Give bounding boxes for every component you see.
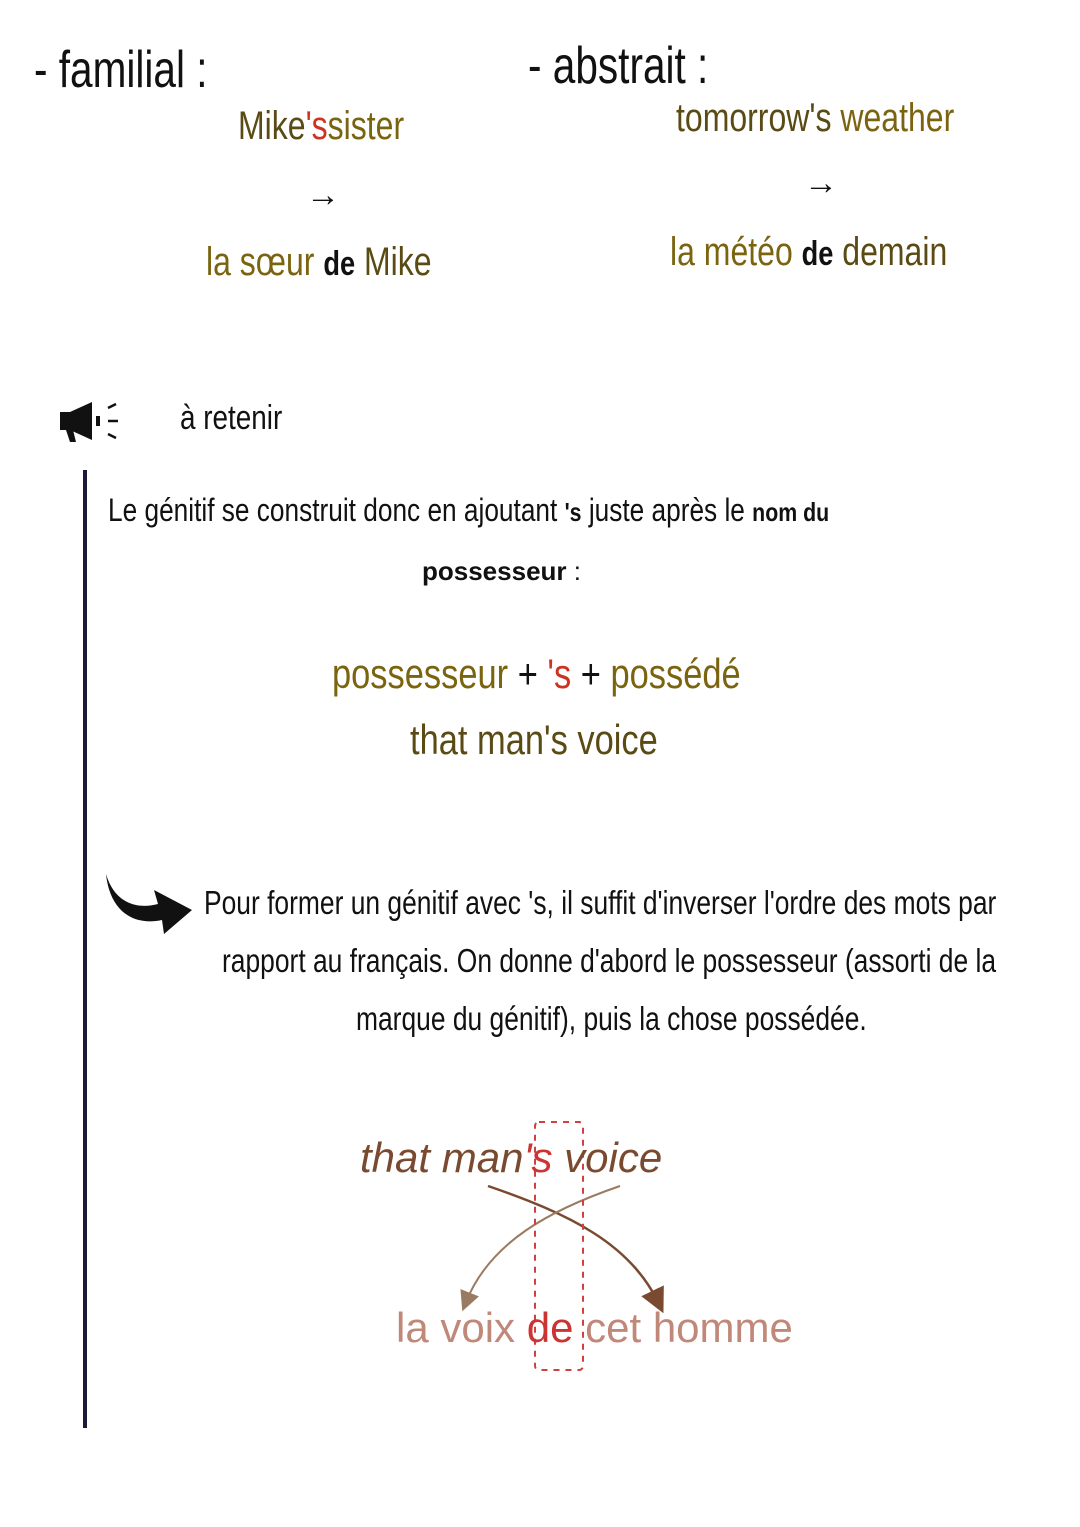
formula-possessor: possesseur (332, 650, 509, 697)
diagram-cet-homme: cet homme (585, 1304, 793, 1351)
diagram-voice: voice (564, 1134, 663, 1181)
preposition-de: de (323, 245, 356, 283)
rule-text-1: Le génitif se construit donc en ajoutant (108, 492, 558, 528)
rule-bold-possesseur: possesseur (422, 556, 567, 586)
diagram-la-voix: la voix (396, 1304, 516, 1351)
retenir-label: à retenir (180, 399, 283, 437)
possessor-tomorrow: tomorrow's (676, 96, 832, 140)
diagram-genitive-s: 's (523, 1134, 553, 1181)
formula-plus: + (508, 650, 548, 697)
possessor-mike: Mike (238, 104, 306, 148)
possessed-weather: weather (840, 96, 955, 140)
arrow-abstrait: → (804, 164, 838, 202)
heading-abstrait: - abstrait : (528, 37, 709, 95)
megaphone-icon (56, 400, 122, 449)
preposition-de: de (801, 235, 834, 273)
formula-plus: + (571, 650, 611, 697)
possessed-sister: sister (327, 104, 405, 148)
rule-colon: : (566, 556, 581, 586)
note-line-3: marque du génitif), puis la chose possédée. (356, 1000, 867, 1037)
note-line-1: Pour former un génitif avec 's, il suffit d'inverser l'ordre des mots par (204, 884, 997, 921)
note-line-2: rapport au français. On donne d'abord le possesseur (assorti de la (222, 942, 997, 979)
formula-possessed: possédé (610, 650, 741, 697)
rule-bold-nom-du: nom du (752, 497, 830, 527)
rule-marker: 's (564, 497, 582, 527)
retenir-vertical-bar (83, 470, 87, 1428)
inversion-diagram (360, 1114, 820, 1384)
diagram-french (396, 1304, 793, 1352)
formula-example: that man's voice (410, 716, 658, 763)
possessed-soeur: la sœur (206, 240, 315, 284)
diagram-that-man: that man (360, 1134, 524, 1181)
possessor-demain: demain (842, 230, 948, 274)
possessed-meteo: la météo (670, 230, 793, 274)
curved-arrow-icon (100, 866, 194, 941)
rule-text-2: juste après le (588, 492, 745, 528)
example-mikes-sister (238, 104, 404, 149)
genitive-formula (332, 650, 741, 698)
diagram-de: de (526, 1304, 574, 1351)
translation-meteo-de-demain (670, 230, 947, 275)
possessor-mike-fr: Mike (364, 240, 432, 284)
translation-soeur-de-mike (206, 240, 432, 285)
formula-marker: 's (547, 650, 572, 697)
rule-sentence-end (422, 556, 581, 587)
diagram-english (360, 1134, 662, 1182)
genitive-marker: 's (305, 104, 328, 148)
rule-sentence (108, 492, 829, 529)
arrow-familial: → (306, 176, 340, 214)
example-tomorrows-weather (676, 96, 954, 141)
heading-familial: - familial : (34, 41, 208, 99)
